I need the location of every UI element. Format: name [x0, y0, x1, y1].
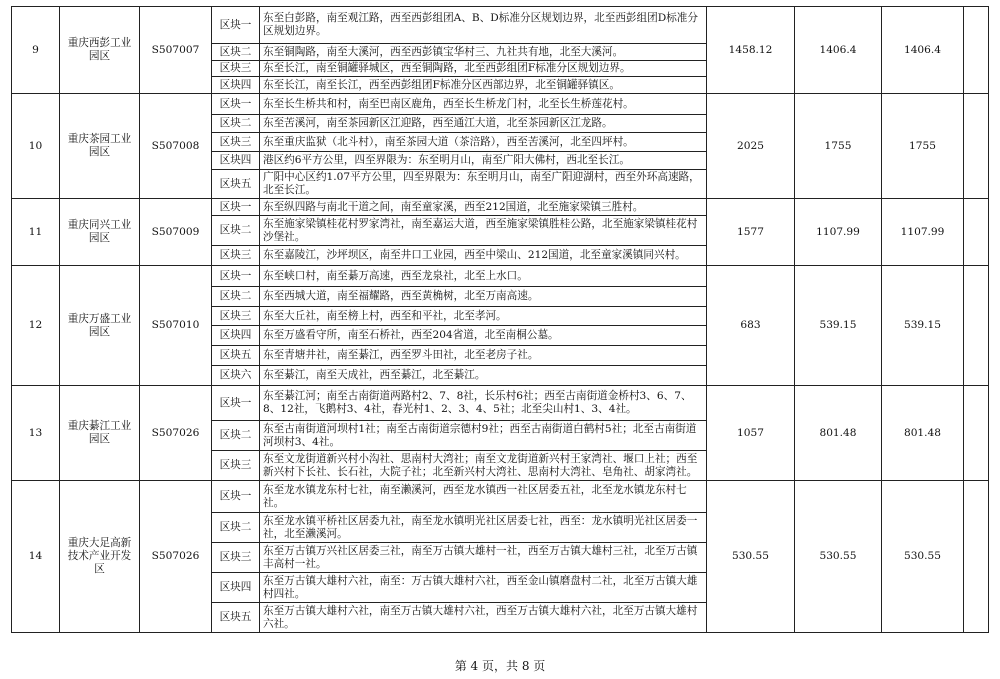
table-row [12, 7, 989, 44]
area-approved-cell: 1406.4 [795, 7, 882, 94]
park-name-cell: 重庆茶园工业园区 [60, 94, 140, 199]
block-label-cell: 区块五 [212, 170, 260, 199]
block-label-cell: 区块六 [212, 366, 260, 386]
block-boundary-cell: 东至文龙街道新兴村小沟社、思南村大湾社；南至文龙街道新兴村王家湾社、堰口上社；西至新兴村下长社、长石社，大院子社；北至新兴村大湾社、思南村大湾社、皂角社、胡家湾社。 [260, 451, 707, 481]
area-total-cell: 1057 [707, 386, 795, 481]
park-code-cell: S507026 [140, 481, 212, 633]
block-boundary-cell: 东至施家梁镇桂花村罗家湾社，南至嘉运大道，西至施家梁镇胜桂公路，北至施家梁镇桂花村沙堡社。 [260, 216, 707, 246]
row-number-cell: 11 [12, 199, 60, 266]
block-boundary-cell: 东至龙水镇平桥社区居委九社，南至龙水镇明光社区居委七社，西至：龙水镇明光社区居委一社，北至濑溪河。 [260, 513, 707, 543]
area-checked-cell: 539.15 [882, 266, 964, 386]
area-checked-cell: 1107.99 [882, 199, 964, 266]
remark-cell [964, 266, 989, 386]
block-label-cell: 区块二 [212, 216, 260, 246]
block-boundary-cell: 东至纵四路与南北干道之间，南至童家溪，西至212国道，北至施家梁镇三胜村。 [260, 199, 707, 216]
block-label-cell: 区块一 [212, 481, 260, 513]
area-total-cell: 1458.12 [707, 7, 795, 94]
block-boundary-cell: 东至古南街道河坝村1社；南至古南街道宗德村9社；西至古南街道白鹤村5社；北至古南街道河坝村3、4社。 [260, 421, 707, 451]
park-name-cell: 重庆万盛工业园区 [60, 266, 140, 386]
block-label-cell: 区块一 [212, 7, 260, 44]
block-label-cell: 区块三 [212, 451, 260, 481]
row-number-cell: 14 [12, 481, 60, 633]
block-boundary-cell: 东至白彭路，南至观江路，西至西彭组团A、B、D标准分区规划边界，北至西彭组团D标准分区规划边界。 [260, 7, 707, 44]
block-boundary-cell: 东至綦江，南至天成社，西至綦江，北至綦江。 [260, 366, 707, 386]
remark-cell [964, 94, 989, 199]
block-boundary-cell: 东至铜陶路，南至大溪河，西至西彭镇宝华村三、九社共有地，北至大溪河。 [260, 44, 707, 61]
area-checked-cell: 530.55 [882, 481, 964, 633]
area-total-cell: 683 [707, 266, 795, 386]
block-boundary-cell: 东至龙水镇龙东村七社，南至濑溪河，西至龙水镇西一社区居委五社，北至龙水镇龙东村七社。 [260, 481, 707, 513]
block-label-cell: 区块一 [212, 94, 260, 115]
block-label-cell: 区块三 [212, 133, 260, 152]
table-row [12, 386, 989, 421]
block-boundary-cell: 东至长江，南至铜罐驿城区，西至铜陶路，北至西彭组团F标准分区规划边界。 [260, 61, 707, 77]
block-label-cell: 区块二 [212, 513, 260, 543]
area-total-cell: 2025 [707, 94, 795, 199]
row-number-cell: 12 [12, 266, 60, 386]
area-approved-cell: 539.15 [795, 266, 882, 386]
park-code-cell: S507007 [140, 7, 212, 94]
block-label-cell: 区块一 [212, 266, 260, 287]
area-approved-cell: 1755 [795, 94, 882, 199]
block-label-cell: 区块四 [212, 77, 260, 94]
zone-table [11, 6, 989, 633]
park-code-cell: S507008 [140, 94, 212, 199]
table-row [12, 266, 989, 287]
table-row [12, 94, 989, 115]
block-boundary-cell: 东至万古镇万兴社区居委三社，南至万古镇大雄村一社，西至万古镇大雄村三社，北至万古镇丰高村一社。 [260, 543, 707, 573]
block-boundary-cell: 东至青塘井社，南至綦江，西至罗斗田社，北至老房子社。 [260, 346, 707, 366]
park-code-cell: S507009 [140, 199, 212, 266]
block-boundary-cell: 东至万古镇大雄村六社，南至万古镇大雄村六社，西至万古镇大雄村六社，北至万古镇大雄村六社。 [260, 603, 707, 633]
block-boundary-cell: 东至峡口村，南至綦万高速，西至龙泉社，北至上水口。 [260, 266, 707, 287]
block-label-cell: 区块二 [212, 44, 260, 61]
block-label-cell: 区块一 [212, 199, 260, 216]
block-label-cell: 区块二 [212, 115, 260, 133]
remark-cell [964, 386, 989, 481]
block-label-cell: 区块五 [212, 346, 260, 366]
park-code-cell: S507026 [140, 386, 212, 481]
area-checked-cell: 1755 [882, 94, 964, 199]
block-label-cell: 区块二 [212, 421, 260, 451]
block-boundary-cell: 东至苦溪河，南至茶园新区江迎路，西至通江大道，北至茶园新区江龙路。 [260, 115, 707, 133]
area-approved-cell: 801.48 [795, 386, 882, 481]
park-name-cell: 重庆綦江工业园区 [60, 386, 140, 481]
block-label-cell: 区块四 [212, 573, 260, 603]
block-label-cell: 区块三 [212, 307, 260, 326]
area-approved-cell: 1107.99 [795, 199, 882, 266]
block-label-cell: 区块三 [212, 246, 260, 266]
row-number-cell: 9 [12, 7, 60, 94]
block-boundary-cell: 东至大丘社，南至榜上村，西至和平社，北至孝河。 [260, 307, 707, 326]
block-label-cell: 区块一 [212, 386, 260, 421]
area-approved-cell: 530.55 [795, 481, 882, 633]
area-total-cell: 1577 [707, 199, 795, 266]
area-total-cell: 530.55 [707, 481, 795, 633]
block-boundary-cell: 东至綦江河；南至古南街道两路村2、7、8社，长乐村6社；西至古南街道金桥村3、6、7、8、12社，飞鹅村3、4社，春光村1、2、3、4、5社；北至尖山村1、3、4社。 [260, 386, 707, 421]
block-boundary-cell: 东至嘉陵江，沙坪坝区，南至井口工业园，西至中梁山、212国道，北至童家溪镇同兴村。 [260, 246, 707, 266]
block-label-cell: 区块四 [212, 152, 260, 170]
park-name-cell: 重庆大足高新技术产业开发区 [60, 481, 140, 633]
block-boundary-cell: 东至万盛看守所，南至石桥社，西至204省道，北至南桐公墓。 [260, 326, 707, 346]
remark-cell [964, 481, 989, 633]
block-label-cell: 区块二 [212, 287, 260, 307]
park-code-cell: S507010 [140, 266, 212, 386]
park-name-cell: 重庆同兴工业园区 [60, 199, 140, 266]
block-label-cell: 区块三 [212, 543, 260, 573]
row-number-cell: 13 [12, 386, 60, 481]
table-row [12, 199, 989, 216]
row-number-cell: 10 [12, 94, 60, 199]
block-boundary-cell: 东至西城大道，南至福耀路，西至黄桷树，北至万南高速。 [260, 287, 707, 307]
block-boundary-cell: 港区约6平方公里，四至界限为：东至明月山，南至广阳大佛村，西北至长江。 [260, 152, 707, 170]
area-checked-cell: 1406.4 [882, 7, 964, 94]
block-label-cell: 区块三 [212, 61, 260, 77]
block-boundary-cell: 东至重庆监狱（北斗村），南至茶园大道（茶涪路），西至苦溪河，北至四坪村。 [260, 133, 707, 152]
area-checked-cell: 801.48 [882, 386, 964, 481]
block-label-cell: 区块四 [212, 326, 260, 346]
block-label-cell: 区块五 [212, 603, 260, 633]
remark-cell [964, 7, 989, 94]
table-row [12, 481, 989, 513]
block-boundary-cell: 广阳中心区约1.07平方公里，四至界限为：东至明月山，南至广阳迎湖村，西至外环高速路，北至长江。 [260, 170, 707, 199]
remark-cell [964, 199, 989, 266]
block-boundary-cell: 东至万古镇大雄村六社，南至：万古镇大雄村六社，西至金山镇磨盘村二社，北至万古镇大雄村四社。 [260, 573, 707, 603]
block-boundary-cell: 东至长生桥共和村，南至巴南区鹿角，西至长生桥龙门村，北至长生桥莲花村。 [260, 94, 707, 115]
park-name-cell: 重庆西彭工业园区 [60, 7, 140, 94]
page-footer: 第 4 页，共 8 页 [454, 659, 546, 673]
block-boundary-cell: 东至长江，南至长江，西至西彭组团F标准分区西部边界，北至铜罐驿镇区。 [260, 77, 707, 94]
